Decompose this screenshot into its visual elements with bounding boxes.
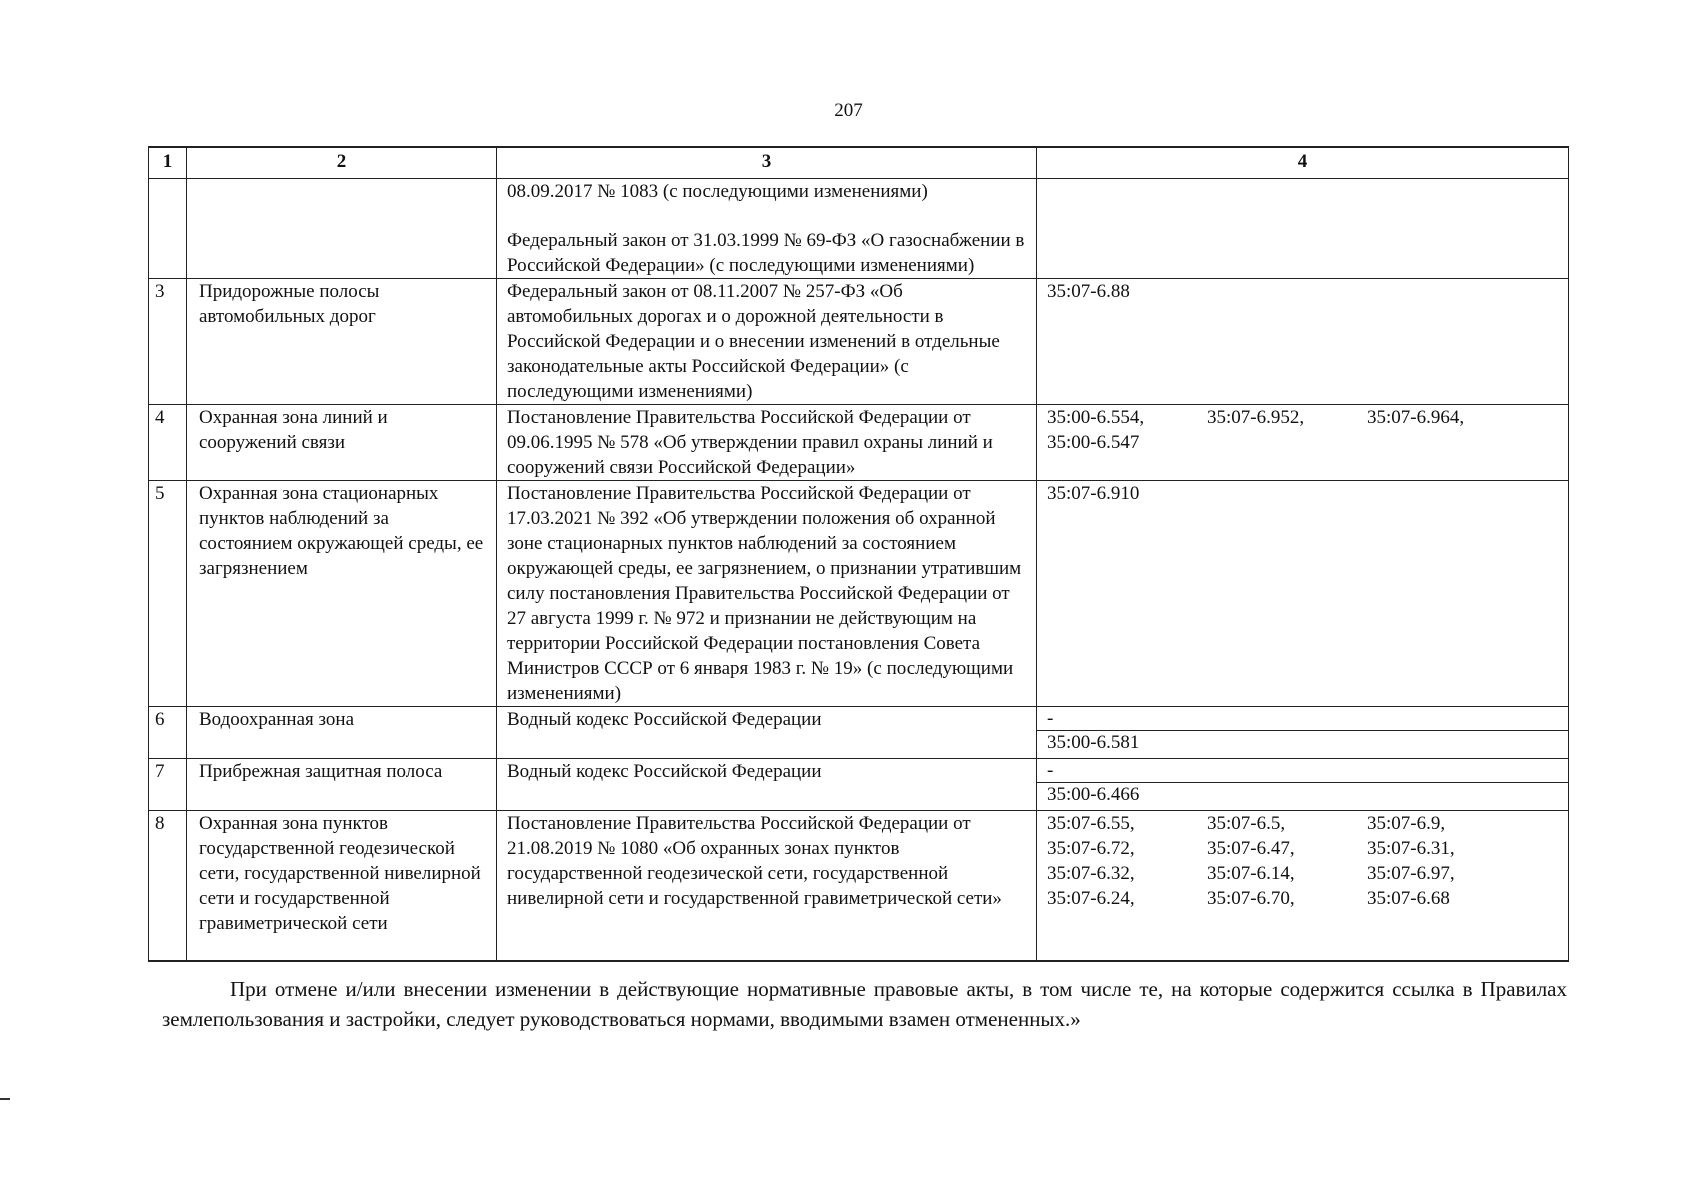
header-col-3: 3 (497, 147, 1037, 179)
table-row-continuation (149, 179, 1569, 279)
cell-num: 5 (149, 481, 187, 707)
cell-codes (1037, 179, 1569, 279)
cell-name: Прибрежная защитная полоса (187, 759, 497, 811)
cell-codes (1037, 481, 1569, 707)
zone-code: - (1037, 759, 1568, 783)
table-row (149, 279, 1569, 405)
zone-code: - (1037, 707, 1568, 731)
cell-name: Водоохранная зона (187, 707, 497, 759)
cell-name: Охранная зона пунктов государственной геодезической сети, государственной нивелирной сети и государственной гравиметрической сети (187, 811, 497, 961)
zone-code: 35:07-6.9, (1367, 813, 1446, 834)
zone-code: 35:07-6.5, (1207, 813, 1286, 834)
cell-name (187, 179, 497, 279)
cell-law: Водный кодекс Российской Федерации (497, 759, 1037, 811)
zone-code: 35:00-6.554, (1047, 407, 1145, 428)
zone-code: 35:07-6.14, (1207, 863, 1295, 884)
cell-law: Федеральный закон от 08.11.2007 № 257-ФЗ «Об автомобильных дорогах и о дорожной деятельности в Российской Федерации и о внесении изменений в отдельные законодательные акты Российской Федерации» (с последующими изменениями) (497, 279, 1037, 405)
cell-num: 8 (149, 811, 187, 961)
zone-code: 35:07-6.72, (1047, 838, 1135, 859)
cell-num: 6 (149, 707, 187, 759)
header-col-1: 1 (149, 147, 187, 179)
cell-codes (1037, 405, 1569, 481)
zone-code: 35:07-6.55, (1047, 813, 1135, 834)
table-row (149, 481, 1569, 707)
zone-code: 35:07-6.70, (1207, 888, 1295, 909)
zone-code: 35:07-6.32, (1047, 863, 1135, 884)
cell-codes (1037, 759, 1569, 811)
cell-law: Постановление Правительства Российской Федерации от 21.08.2019 № 1080 «Об охранных зонах пунктов государственной геодезической сети, государственной нивелирной сети и государственной гравиметрической сети» (497, 811, 1037, 961)
zone-code: 35:07-6.910 (1047, 483, 1140, 504)
zone-code: 35:00-6.581 (1047, 732, 1140, 753)
cell-name: Придорожные полосы автомобильных дорог (187, 279, 497, 405)
page-number: 207 (834, 100, 863, 121)
cell-law (497, 179, 1037, 279)
zone-code: 35:07-6.31, (1367, 838, 1455, 859)
cell-law: Водный кодекс Российской Федерации (497, 707, 1037, 759)
closing-note: При отмене и/или внесении изменении в действующие нормативные правовые акты, в том числе те, на которые содержится ссылка в Правилах землепользования и застройки, следует руководствоваться нормами, вводимыми взамен отмененных.» (162, 977, 1567, 1031)
cell-codes (1037, 811, 1569, 961)
cell-name: Охранная зона линий и сооружений связи (187, 405, 497, 481)
law-text: Федеральный закон от 31.03.1999 № 69-ФЗ «О газоснабжении в Российской Федерации» (с последующими изменениями) (507, 230, 1025, 276)
table-row (149, 811, 1569, 961)
zone-code: 35:07-6.97, (1367, 863, 1455, 884)
cell-num: 7 (149, 759, 187, 811)
cell-num (149, 179, 187, 279)
zone-code: 35:07-6.88 (1047, 281, 1130, 302)
cell-num: 3 (149, 279, 187, 405)
cell-law: Постановление Правительства Российской Федерации от 09.06.1995 № 578 «Об утверждении правил охраны линий и сооружений связи Российской Федерации» (497, 405, 1037, 481)
zone-code: 35:07-6.964, (1367, 407, 1465, 428)
cell-law: Постановление Правительства Российской Федерации от 17.03.2021 № 392 «Об утверждении положения об охранной зоне стационарных пунктов наблюдений за состоянием окружающей среды, ее загрязнением, о признании утратившим силу постановления Правительства Российской Федерации от 27 августа 1999 г. № 972 и признании не действующим на территории Российской Федерации постановления Совета Министров СССР от 6 января 1983 г. № 19» (с последующими изменениями) (497, 481, 1037, 707)
cell-num: 4 (149, 405, 187, 481)
table-header-row (149, 147, 1569, 179)
cell-codes (1037, 279, 1569, 405)
table-row (149, 707, 1569, 759)
cell-name: Охранная зона стационарных пунктов наблюдений за состоянием окружающей среды, ее загрязнением (187, 481, 497, 707)
zone-code: 35:00-6.547 (1047, 432, 1140, 453)
cell-codes (1037, 707, 1569, 759)
zone-code: 35:07-6.68 (1367, 888, 1450, 909)
table-row (149, 405, 1569, 481)
zone-code: 35:07-6.24, (1047, 888, 1135, 909)
zone-code: 35:00-6.466 (1047, 784, 1140, 805)
law-text: 08.09.2017 № 1083 (с последующими изменениями) (507, 181, 928, 202)
scan-edge-mark (0, 1098, 10, 1100)
zone-code: 35:07-6.47, (1207, 838, 1295, 859)
regulations-table (148, 146, 1569, 962)
zone-code: 35:07-6.952, (1207, 407, 1305, 428)
header-col-4: 4 (1037, 147, 1569, 179)
header-col-2: 2 (187, 147, 497, 179)
table-row (149, 759, 1569, 811)
